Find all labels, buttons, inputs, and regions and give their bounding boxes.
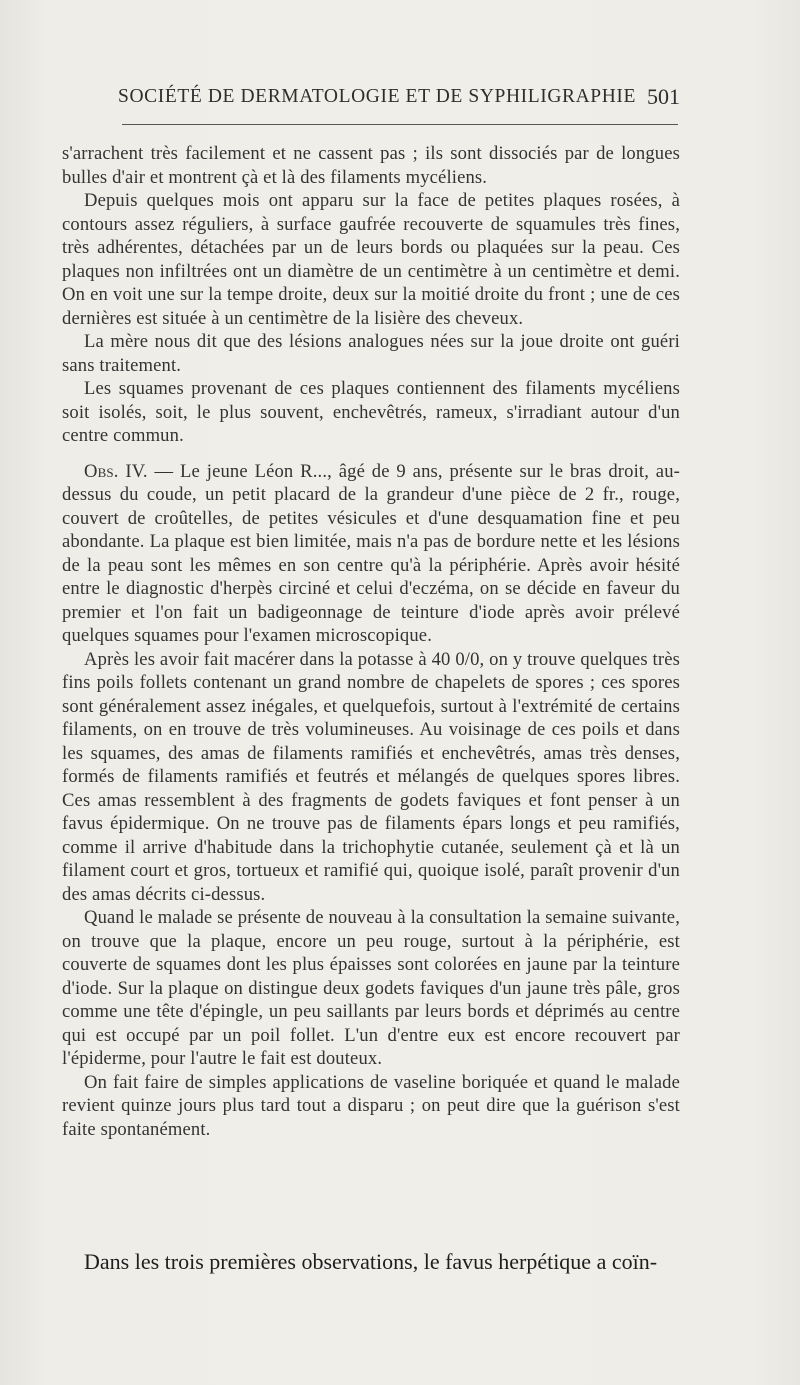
- running-header: [118, 86, 680, 116]
- paragraph-3: La mère nous dit que des lésions analogues nées sur la joue droite ont guéri sans traitement.: [62, 331, 680, 376]
- paragraph-8: On fait faire de simples applications de vaseline boriquée et quand le malade revient quinze jours plus tard tout a disparu ; on peut dire que la guérison s'est faite spontanément.: [62, 1071, 680, 1140]
- paragraph-2: Depuis quelques mois ont apparu sur la face de petites plaques rosées, à contours assez réguliers, à surface gaufrée recouverte de squamules très fines, très adhérentes, détachées par un de leurs bords ou plaquées sur la peau. Ces plaques non infiltrées ont un diamètre de un centimètre à un centimètre et demi. On en voit une sur la tempe droite, deux sur la moitié droite du front ; une de ces dernières est située à un centimètre de la lisière des cheveux.: [62, 190, 680, 329]
- paragraph-7: Quand le malade se présente de nouveau à la consultation la semaine suivante, on trouve que la plaque, encore un peu rouge, surtout à la périphérie, est couverte de squames dont les plus épaisses sont colorées en jaune par la teinture d'iode. Sur la plaque on distingue deux godets faviques d'un jaune très pâle, gros comme une tête d'épingle, un peu saillants par leurs bords et déprimés au centre qui est occupé par un poil follet. L'un d'entre eux est encore recouvert par l'épiderme, pour l'autre le fait est douteux.: [62, 907, 680, 1069]
- observation-label: Obs. IV.: [84, 460, 148, 482]
- header-rule: [122, 124, 678, 125]
- paragraph-1: s'arrachent très facilement et ne cassent pas ; ils sont dissociés par de longues bulles d'air et montrent çà et là des filaments mycéliens.: [62, 143, 680, 188]
- body-text: [62, 142, 680, 1141]
- paragraph-4: Les squames provenant de ces plaques contiennent des filaments mycéliens soit isolés, soit, le plus souvent, enchevêtrés, rameux, s'irradiant autour d'un centre commun.: [62, 378, 680, 446]
- paragraph-observation-4: [62, 460, 680, 648]
- running-title: SOCIÉTÉ DE DERMATOLOGIE ET DE SYPHILIGRAPHIE: [118, 86, 637, 107]
- paragraph-6: Après les avoir fait macérer dans la potasse à 40 0/0, on y trouve quelques très fins poils follets contenant un grand nombre de chapelets de spores ; ces spores sont généralement assez inégales, et quelquefois, surtout à l'extrémité de certains filaments, on en trouve de très volumineuses. Au voisinage de ces poils et dans les squames, des amas de filaments ramifiés et enchevêtrés, amas très denses, formés de filaments ramifiés et feutrés et mélangés de quelques spores libres. Ces amas ressemblent à des fragments de godets faviques et font penser à un favus épidermique. On ne trouve pas de filaments épars longs et peu ramifiés, comme il arrive d'habitude dans la trichophytie cutanée, seulement çà et là un filament court et gros, tortueux et ramifié qui, quoique isolé, paraît provenir d'un des amas décrits ci-dessus.: [62, 648, 680, 905]
- observation-text: — Le jeune Léon R..., âgé de 9 ans, présente sur le bras droit, au-dessus du coude, un petit placard de la grandeur d'une pièce de 2 fr., rouge, couvert de croûtelles, de petites vésicules et d'une desquamation fine et peu abondante. La plaque est bien limitée, mais n'a pas de bordure nette et les lésions de la peau sont les mêmes en son centre qu'à la périphérie. Après avoir hésité entre le diagnostic d'herpès circiné et celui d'eczéma, on se décide en faveur du premier et l'on fait un badigeonnage de teinture d'iode après avoir prélevé quelques squames pour l'examen microscopique.: [62, 460, 680, 646]
- page-number: 501: [647, 84, 680, 109]
- closing-line: Dans les trois premières observations, le favus herpétique a coïn-: [84, 1249, 658, 1274]
